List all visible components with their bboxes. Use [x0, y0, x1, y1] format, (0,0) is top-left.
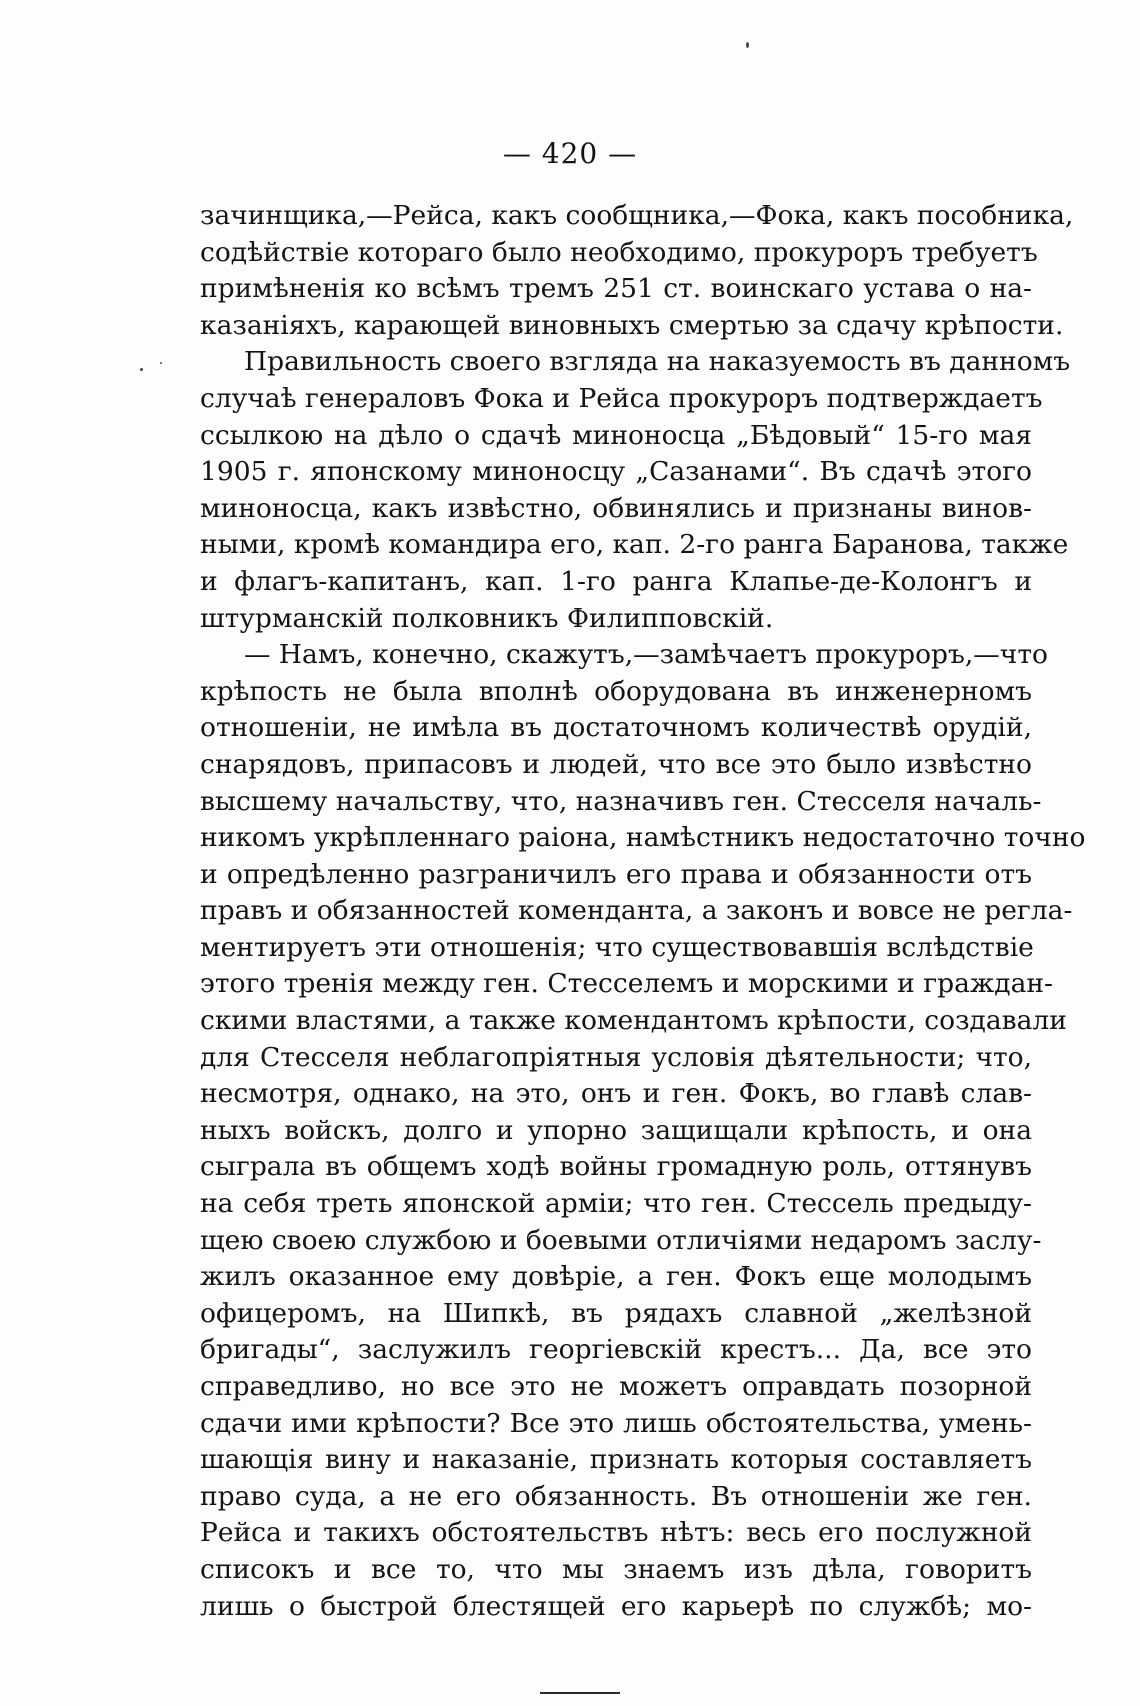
- text-line: на себя треть японской арміи; что ген. Стессель предыду-: [200, 1188, 1032, 1220]
- text-line: случаѣ генераловъ Фока и Рейса прокуроръ подтверждаетъ: [200, 382, 1043, 414]
- text-line: зачинщика,—Рейса, какъ сообщника,—Фока, какъ пособника,: [200, 200, 1074, 231]
- text-line: Правильность своего взгляда на наказуемость въ данномъ: [244, 346, 1071, 378]
- text-line: ныхъ войскъ, долго и упорно защищали крѣпость, и она: [200, 1114, 1032, 1146]
- text-line: примѣненія ко всѣмъ тремъ 251 ст. воинскаго устава о на-: [200, 273, 1032, 305]
- text-line: никомъ укрѣпленнаго раіона, намѣстникъ недостаточно точно: [200, 822, 1086, 854]
- text-line: и опредѣленно разграничилъ его права и обязанности отъ: [200, 858, 1032, 890]
- scan-speck: [140, 368, 143, 371]
- text-line: щею своею службою и боевыми отличіями недаромъ заслу-: [200, 1224, 1042, 1256]
- text-line: сдачи ими крѣпости? Все это лишь обстоятельства, умень-: [200, 1407, 1032, 1439]
- text-line: штурманскій полковникъ Филипповскій.: [200, 602, 774, 634]
- text-line: офицеромъ, на Шипкѣ, въ рядахъ славной „желѣзной: [200, 1297, 1032, 1329]
- page-number: — 420 —: [502, 137, 638, 170]
- text-line: сыграла въ общемъ ходѣ войны громадную роль, оттянувъ: [200, 1151, 1032, 1183]
- text-line: шающія вину и наказаніе, признать которыя составляетъ: [200, 1444, 1032, 1476]
- text-line: и флагъ-капитанъ, кап. 1-го ранга Клапье-де-Колонгъ и: [200, 565, 1032, 597]
- text-line: ментируетъ эти отношенія; что существовавшія вслѣдствіе: [200, 931, 1034, 963]
- text-line: несмотря, однако, на это, онъ и ген. Фокъ, во главѣ слав-: [200, 1078, 1032, 1110]
- text-line: бригады“, заслужилъ георгіевскій крестъ... Да, все это: [200, 1334, 1032, 1366]
- text-line: списокъ и все то, что мы знаемъ изъ дѣла, говоритъ: [200, 1553, 1032, 1585]
- text-line: ссылкою на дѣло о сдачѣ миноносца „Бѣдовый“ 15-го мая: [200, 419, 1032, 451]
- text-line: право суда, а не его обязанность. Въ отношеніи же ген.: [200, 1480, 1032, 1512]
- text-line: отношеніи, не имѣла въ достаточномъ количествѣ орудій,: [200, 712, 1032, 744]
- text-line: Рейса и такихъ обстоятельствъ нѣтъ: весь его послужной: [200, 1517, 1032, 1549]
- text-line: правъ и обязанностей коменданта, а законъ и вовсе не регла-: [200, 895, 1073, 927]
- scan-speck: [746, 42, 749, 48]
- text-line: скими властями, а также комендантомъ крѣпости, создавали: [200, 1005, 1067, 1037]
- scan-speck: [160, 362, 162, 364]
- text-line: содѣйствіе котораго было необходимо, прокуроръ требуетъ: [200, 236, 1038, 268]
- bottom-rule: [540, 1692, 620, 1694]
- text-line: крѣпость не была вполнѣ оборудована въ инженерномъ: [200, 675, 1032, 707]
- text-line: этого тренія между ген. Стесселемъ и морскими и граждан-: [200, 968, 1054, 1000]
- text-line: — Намъ, конечно, скажутъ,—замѣчаетъ прокуроръ,—что: [244, 639, 1048, 671]
- text-line: для Стесселя неблагопріятныя условія дѣятельности; что,: [200, 1041, 1032, 1073]
- text-line: казаніяхъ, карающей виновныхъ смертью за сдачу крѣпости.: [200, 309, 1064, 341]
- text-line: жилъ оказанное ему довѣріе, а ген. Фокъ еще молодымъ: [200, 1261, 1032, 1293]
- text-line: 1905 г. японскому миноносцу „Сазанами“. Въ сдачѣ этого: [200, 456, 1032, 488]
- body-text: [200, 198, 1086, 1625]
- text-line: ными, кромѣ командира его, кап. 2-го ранга Баранова, также: [200, 529, 1069, 561]
- text-line: миноносца, какъ извѣстно, обвинялись и признаны винов-: [200, 492, 1032, 524]
- text-line: высшему начальству, что, назначивъ ген. Стесселя началь-: [200, 785, 1042, 817]
- text-line: снарядовъ, припасовъ и людей, что все это было извѣстно: [200, 748, 1032, 780]
- text-line: лишь о быстрой блестящей его карьерѣ по службѣ; мо-: [200, 1590, 1032, 1622]
- text-line: справедливо, но все это не можетъ оправдать позорной: [200, 1371, 1032, 1402]
